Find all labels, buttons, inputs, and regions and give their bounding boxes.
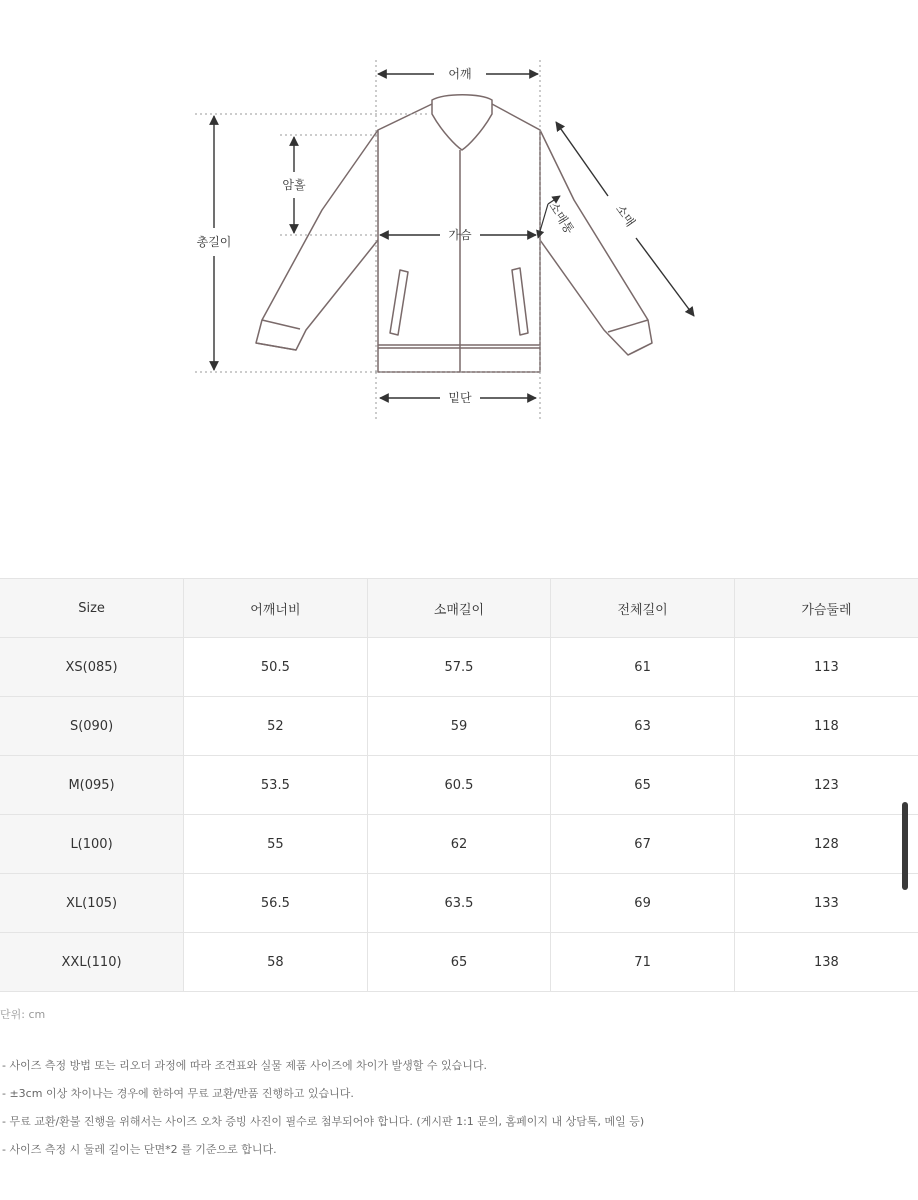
table-cell: 118 (734, 697, 918, 756)
measure-sleeve (556, 122, 694, 316)
measure-sleeve-width (538, 196, 578, 238)
table-cell: 55 (184, 815, 368, 874)
table-row (0, 697, 918, 756)
header-size: Size (0, 579, 184, 638)
table-row (0, 756, 918, 815)
size-cell: XXL(110) (0, 933, 184, 992)
table-cell: 65 (551, 756, 735, 815)
measure-hem (380, 390, 536, 405)
size-cell: M(095) (0, 756, 184, 815)
size-cell: XS(085) (0, 638, 184, 697)
table-cell: 123 (734, 756, 918, 815)
measure-armhole (282, 137, 306, 233)
label-chest: 가슴 (448, 228, 472, 242)
note-item: - 무료 교환/환불 진행을 위해서는 사이즈 오차 증빙 사진이 필수로 첨부되어야 합니다. (게시판 1:1 문의, 홈페이지 내 상담톡, 메일 등) (2, 1115, 645, 1128)
table-cell: 71 (551, 933, 735, 992)
table-row (0, 638, 918, 697)
table-cell: 61 (551, 638, 735, 697)
table-cell: 69 (551, 874, 735, 933)
size-cell: S(090) (0, 697, 184, 756)
unit-note: 단위: cm (0, 1008, 46, 1021)
table-header-row (0, 579, 918, 638)
header-total-length: 전체길이 (551, 579, 735, 638)
label-armhole: 암홀 (282, 178, 306, 192)
table-cell: 56.5 (184, 874, 368, 933)
table-cell: 63.5 (367, 874, 551, 933)
table-cell: 57.5 (367, 638, 551, 697)
note-item: - 사이즈 측정 방법 또는 리오더 과정에 따라 조견표와 실물 제품 사이즈에 차이가 발생할 수 있습니다. (2, 1059, 487, 1072)
table-cell: 128 (734, 815, 918, 874)
measure-shoulder (378, 66, 538, 81)
table-cell: 67 (551, 815, 735, 874)
table-cell: 62 (367, 815, 551, 874)
notes-list (2, 1052, 902, 1164)
table-cell: 52 (184, 697, 368, 756)
table-cell: 65 (367, 933, 551, 992)
label-sleeve: 소매 (612, 202, 638, 230)
label-total-length: 총길이 (196, 235, 232, 249)
table-cell: 113 (734, 638, 918, 697)
label-shoulder: 어깨 (448, 67, 472, 81)
table-cell: 59 (367, 697, 551, 756)
table-row (0, 815, 918, 874)
table-cell: 133 (734, 874, 918, 933)
note-item: - ±3cm 이상 차이나는 경우에 한하여 무료 교환/반품 진행하고 있습니다. (2, 1087, 354, 1100)
table-row (0, 933, 918, 992)
note-item: - 사이즈 측정 시 둘레 길이는 단면*2 를 기준으로 합니다. (2, 1143, 277, 1156)
table-cell: 63 (551, 697, 735, 756)
size-cell: XL(105) (0, 874, 184, 933)
header-sleeve-length: 소매길이 (367, 579, 551, 638)
jacket-measurement-diagram (0, 0, 918, 560)
label-sleeve-width: 소매통 (546, 199, 577, 237)
header-chest: 가슴둘레 (734, 579, 918, 638)
table-cell: 58 (184, 933, 368, 992)
size-cell: L(100) (0, 815, 184, 874)
guide-lines (195, 60, 540, 420)
table-row (0, 874, 918, 933)
measure-total-length (197, 116, 232, 370)
label-hem: 밑단 (448, 391, 472, 405)
table-cell: 50.5 (184, 638, 368, 697)
table-cell: 53.5 (184, 756, 368, 815)
table-cell: 60.5 (367, 756, 551, 815)
header-shoulder-width: 어깨너비 (184, 579, 368, 638)
scrollbar-thumb[interactable] (902, 802, 908, 890)
measure-chest (380, 227, 536, 242)
table-cell: 138 (734, 933, 918, 992)
size-chart-table (0, 578, 918, 992)
